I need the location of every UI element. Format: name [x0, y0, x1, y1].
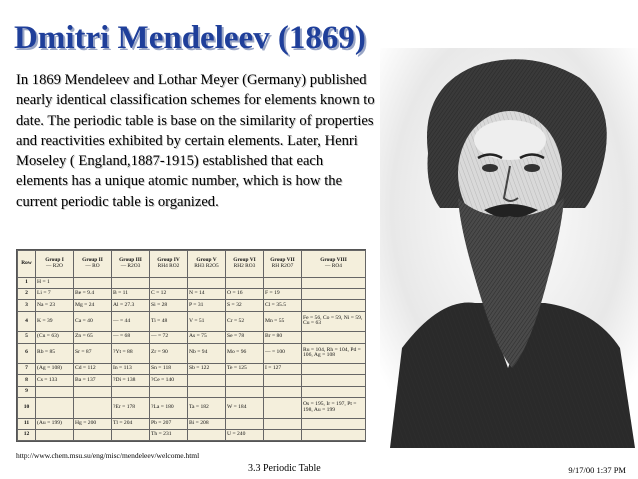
- pt-header-cell: [112, 251, 150, 278]
- slide-title: [14, 18, 366, 58]
- pt-cell: Sb = 122: [188, 364, 226, 375]
- pt-row: [18, 300, 366, 311]
- pt-header-cell: [150, 251, 188, 278]
- pt-row-number: 7: [18, 364, 36, 375]
- pt-row: [18, 375, 366, 386]
- title-name: Dmitri Mendeleev: [14, 20, 270, 56]
- pt-cell: Ca = 40: [74, 311, 112, 332]
- pt-cell: V = 51: [188, 311, 226, 332]
- pt-header-formula: RH4 RO2: [157, 263, 180, 269]
- pt-cell: [302, 332, 366, 343]
- pt-cell: Ta = 182: [188, 397, 226, 418]
- pt-cell: Tl = 204: [112, 418, 150, 429]
- pt-header-formula: — R2O3: [120, 263, 141, 269]
- pt-cell: Os = 195, Ir = 197, Pt = 198, Au = 199: [302, 397, 366, 418]
- slide-body-text: In 1869 Mendeleev and Lothar Meyer (Germany) published nearly identical classification schemes for elements known to date. The periodic table is base on the similarity of properties and reactivities exhibited by certain elements. Later, Henri Moseley ( England,1887-1915) established that each elements has a unique atomic number, which is how the current periodic table is organized.: [16, 72, 375, 210]
- pt-row: [18, 311, 366, 332]
- pt-header-label: Group II: [82, 257, 103, 264]
- pt-cell: Ru = 104, Rh = 104, Pd = 106, Ag = 108: [302, 343, 366, 364]
- pt-header-formula: — RO: [85, 263, 100, 269]
- pt-cell: Zn = 65: [74, 332, 112, 343]
- pt-cell: ?Di = 138: [112, 375, 150, 386]
- pt-cell: Nb = 94: [188, 343, 226, 364]
- pt-cell: P = 31: [188, 300, 226, 311]
- pt-cell: Rb = 85: [36, 343, 74, 364]
- pt-cell: [264, 278, 302, 289]
- pt-cell: [226, 375, 264, 386]
- pt-cell: — = 68: [112, 332, 150, 343]
- pt-cell: W = 184: [226, 397, 264, 418]
- pt-cell: [302, 375, 366, 386]
- pt-cell: (Ag = 108): [36, 364, 74, 375]
- pt-row: [18, 364, 366, 375]
- pt-cell: C = 12: [150, 289, 188, 300]
- pt-cell: [264, 429, 302, 440]
- pt-row-number: 10: [18, 397, 36, 418]
- pt-row: [18, 289, 366, 300]
- pt-header-label: Group VIII: [320, 257, 347, 264]
- pt-cell: Cl = 35.5: [264, 300, 302, 311]
- pt-row-number: 5: [18, 332, 36, 343]
- pt-cell: [36, 397, 74, 418]
- pt-header-formula: RH3 R2O5: [194, 263, 219, 269]
- pt-cell: B = 11: [112, 289, 150, 300]
- pt-cell: Mo = 96: [226, 343, 264, 364]
- pt-cell: [302, 429, 366, 440]
- pt-cell: ?La = 180: [150, 397, 188, 418]
- periodic-table-image: [16, 249, 366, 442]
- pt-row: [18, 332, 366, 343]
- pt-cell: (Cu = 63): [36, 332, 74, 343]
- pt-cell: In = 113: [112, 364, 150, 375]
- pt-header-cell: [188, 251, 226, 278]
- pt-cell: H = 1: [36, 278, 74, 289]
- pt-header-label: Group V: [196, 257, 217, 264]
- pt-cell: ?Er = 178: [112, 397, 150, 418]
- pt-cell: Hg = 200: [74, 418, 112, 429]
- pt-cell: Br = 80: [264, 332, 302, 343]
- pt-cell: [302, 418, 366, 429]
- pt-row: [18, 278, 366, 289]
- pt-cell: [74, 278, 112, 289]
- pt-cell: [188, 386, 226, 397]
- title-year: (1869): [277, 20, 366, 56]
- pt-cell: [188, 278, 226, 289]
- pt-cell: [226, 386, 264, 397]
- pt-row-number: 6: [18, 343, 36, 364]
- pt-cell: Mn = 55: [264, 311, 302, 332]
- pt-cell: K = 39: [36, 311, 74, 332]
- source-url[interactable]: http://www.chem.msu.su/eng/misc/mendeleev/welcome.html: [16, 451, 200, 460]
- pt-cell: [264, 375, 302, 386]
- pt-header-cell: [226, 251, 264, 278]
- pt-header-cell: [264, 251, 302, 278]
- pt-cell: (Au = 199): [36, 418, 74, 429]
- pt-cell: [264, 386, 302, 397]
- pt-cell: Ba = 137: [74, 375, 112, 386]
- pt-cell: Be = 9.4: [74, 289, 112, 300]
- mendeleev-portrait: [380, 48, 638, 448]
- pt-row-number: 11: [18, 418, 36, 429]
- pt-cell: [150, 386, 188, 397]
- pt-cell: [264, 418, 302, 429]
- pt-cell: Te = 125: [226, 364, 264, 375]
- pt-cell: U = 240: [226, 429, 264, 440]
- pt-header-formula: — RO4: [325, 263, 342, 269]
- pt-cell: Th = 231: [150, 429, 188, 440]
- pt-row-number: 9: [18, 386, 36, 397]
- pt-header-label: Group I: [45, 257, 64, 264]
- pt-header-cell: [302, 251, 366, 278]
- pt-cell: Na = 23: [36, 300, 74, 311]
- pt-header-label: Group IV: [157, 257, 180, 264]
- pt-cell: ?Yt = 88: [112, 343, 150, 364]
- pt-row: [18, 418, 366, 429]
- pt-header-label: Row: [21, 260, 32, 267]
- pt-row-number: 1: [18, 278, 36, 289]
- pt-header-formula: RH2 RO3: [233, 263, 256, 269]
- footer-slide-title: 3.3 Periodic Table: [248, 463, 321, 474]
- pt-cell: Fe = 56, Co = 59, Ni = 59, Cu = 63: [302, 311, 366, 332]
- pt-cell: — = 100: [264, 343, 302, 364]
- pt-cell: [112, 429, 150, 440]
- pt-row: [18, 429, 366, 440]
- pt-cell: Cs = 133: [36, 375, 74, 386]
- pt-cell: [302, 278, 366, 289]
- pt-cell: [302, 289, 366, 300]
- pt-header-formula: — R2O: [46, 263, 63, 269]
- pt-cell: N = 14: [188, 289, 226, 300]
- pt-row-number: 3: [18, 300, 36, 311]
- pt-cell: Sn = 118: [150, 364, 188, 375]
- pt-header-label: Group VII: [270, 257, 295, 264]
- pt-header-formula: RH R2O7: [271, 263, 294, 269]
- pt-cell: [112, 386, 150, 397]
- pt-row-number: 12: [18, 429, 36, 440]
- pt-cell: [264, 397, 302, 418]
- pt-row: [18, 343, 366, 364]
- pt-cell: I = 127: [264, 364, 302, 375]
- pt-cell: [74, 386, 112, 397]
- pt-row-number: 8: [18, 375, 36, 386]
- pt-cell: Sr = 87: [74, 343, 112, 364]
- pt-cell: [74, 397, 112, 418]
- pt-cell: Al = 27.3: [112, 300, 150, 311]
- pt-cell: [188, 429, 226, 440]
- pt-cell: — = 72: [150, 332, 188, 343]
- pt-cell: [36, 386, 74, 397]
- pt-header-label: Group VI: [233, 257, 256, 264]
- pt-cell: Cr = 52: [226, 311, 264, 332]
- pt-cell: [302, 300, 366, 311]
- pt-cell: [150, 278, 188, 289]
- pt-cell: F = 19: [264, 289, 302, 300]
- pt-cell: Se = 78: [226, 332, 264, 343]
- pt-header-cell: [18, 251, 36, 278]
- pt-cell: [188, 375, 226, 386]
- pt-cell: [226, 418, 264, 429]
- pt-cell: [302, 386, 366, 397]
- pt-header-cell: [74, 251, 112, 278]
- pt-header-label: Group III: [119, 257, 142, 264]
- pt-cell: Li = 7: [36, 289, 74, 300]
- pt-cell: Cd = 112: [74, 364, 112, 375]
- pt-cell: Pb = 207: [150, 418, 188, 429]
- pt-cell: Mg = 24: [74, 300, 112, 311]
- pt-cell: [226, 278, 264, 289]
- pt-cell: [302, 364, 366, 375]
- pt-row: [18, 386, 366, 397]
- pt-cell: Bi = 208: [188, 418, 226, 429]
- pt-cell: Si = 28: [150, 300, 188, 311]
- pt-row: [18, 397, 366, 418]
- pt-cell: Zr = 90: [150, 343, 188, 364]
- pt-cell: As = 75: [188, 332, 226, 343]
- mendeleev-periodic-table: [17, 250, 366, 441]
- pt-cell: [74, 429, 112, 440]
- pt-cell: ?Ce = 140: [150, 375, 188, 386]
- pt-cell: [112, 278, 150, 289]
- pt-cell: — = 44: [112, 311, 150, 332]
- pt-cell: O = 16: [226, 289, 264, 300]
- pt-header-cell: [36, 251, 74, 278]
- pt-row-number: 2: [18, 289, 36, 300]
- pt-cell: Ti = 48: [150, 311, 188, 332]
- footer-timestamp: 9/17/00 1:37 PM: [568, 465, 626, 475]
- pt-cell: [36, 429, 74, 440]
- pt-row-number: 4: [18, 311, 36, 332]
- pt-cell: S = 32: [226, 300, 264, 311]
